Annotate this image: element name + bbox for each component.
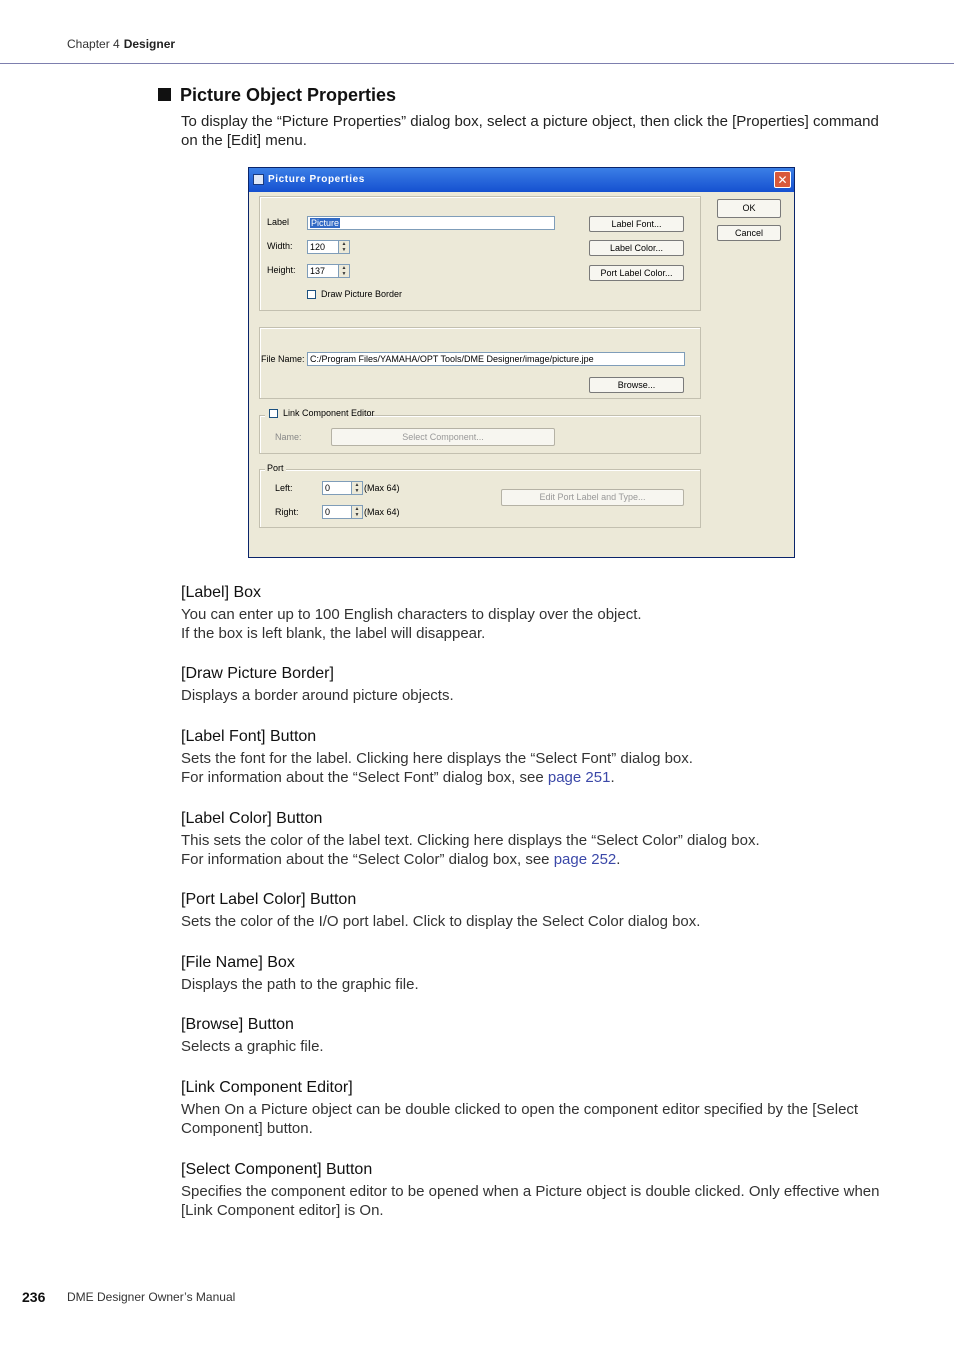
width-caption: Width: [267, 241, 293, 251]
label-input[interactable] [307, 216, 555, 230]
label-caption: Label [267, 217, 290, 227]
item-title: [Link Component Editor] [181, 1079, 353, 1096]
item-label-box [181, 583, 881, 643]
file-name-input[interactable]: C:/Program Files/YAMAHA/OPT Tools/DME Designer/image/picture.jpe [307, 352, 685, 366]
width-input[interactable]: 120 [307, 240, 339, 254]
square-bullet-icon [158, 88, 171, 101]
item-line: Sets the font for the label. Clicking here displays the “Select Font” dialog box. [181, 750, 693, 767]
spin-up-icon: ▲ [341, 241, 347, 247]
item-title: [Browse] Button [181, 1016, 294, 1033]
item-text: Displays the path to the graphic file. [181, 976, 419, 993]
page-number: 236 [22, 1289, 46, 1305]
item-link-component-editor [181, 1078, 881, 1138]
right-caption: Right: [275, 507, 299, 517]
item-line: For information about the “Select Font” dialog box, see [181, 769, 548, 786]
label-color-button[interactable]: Label Color... [589, 240, 684, 256]
item-port-label-color-button [181, 890, 881, 931]
item-title: [Draw Picture Border] [181, 665, 334, 682]
item-text [181, 749, 881, 787]
height-caption: Height: [267, 265, 296, 275]
footer-manual-title: DME Designer Owner’s Manual [67, 1290, 236, 1304]
file-name-caption: File Name: [261, 354, 305, 364]
chapter-label: Chapter 4 [67, 37, 120, 51]
draw-border-checkbox[interactable] [307, 290, 316, 299]
item-label-color-button [181, 809, 881, 869]
section-heading [158, 85, 396, 106]
edit-port-label-button[interactable]: Edit Port Label and Type... [501, 489, 684, 506]
left-caption: Left: [275, 483, 293, 493]
select-component-button[interactable]: Select Component... [331, 428, 555, 446]
label-font-button[interactable]: Label Font... [589, 216, 684, 232]
item-text: Displays a border around picture objects. [181, 687, 454, 704]
left-port-spinner[interactable] [352, 481, 363, 495]
label-input-value: Picture [311, 218, 340, 228]
item-title: [File Name] Box [181, 954, 295, 971]
browse-button[interactable]: Browse... [589, 377, 684, 393]
item-draw-picture-border [181, 664, 881, 705]
item-text: Sets the color of the I/O port label. Click to display the Select Color dialog box. [181, 913, 701, 930]
right-port-spinner[interactable] [352, 505, 363, 519]
item-text: When On a Picture object can be double clicked to open the component editor specified by the [Select Component] button. [181, 1101, 859, 1137]
ok-button[interactable]: OK [717, 199, 781, 218]
chapter-section: Designer [123, 37, 176, 51]
height-spinner[interactable] [339, 264, 350, 278]
item-line: If the box is left blank, the label will disappear. [181, 625, 486, 642]
page-251-link[interactable]: page 251 [547, 769, 611, 786]
dialog-titlebar[interactable] [249, 168, 794, 192]
item-label-font-button [181, 727, 881, 787]
item-text: Specifies the component editor to be opened when a Picture object is double clicked. Only effective when [Link Component editor] is On. [181, 1183, 880, 1219]
spin-up-icon: ▲ [341, 265, 347, 271]
running-header [67, 37, 175, 51]
cancel-button[interactable]: Cancel [717, 225, 781, 241]
app-window-icon [253, 174, 264, 185]
link-component-label: Link Component Editor [283, 408, 375, 418]
port-label-color-button[interactable]: Port Label Color... [589, 265, 684, 281]
spin-down-icon: ▼ [341, 271, 347, 277]
item-line: You can enter up to 100 English characters to display over the object. [181, 606, 642, 623]
section-title: Picture Object Properties [180, 85, 397, 105]
item-title: [Label Font] Button [181, 728, 317, 745]
item-title: [Port Label Color] Button [181, 891, 357, 908]
item-text: Selects a graphic file. [181, 1038, 324, 1055]
link-component-checkbox[interactable] [269, 409, 278, 418]
item-title: [Label] Box [181, 584, 262, 601]
intro-paragraph: To display the “Picture Properties” dialog box, select a picture object, then click the [Properties] command on the [Edit] menu. [181, 113, 879, 149]
spin-down-icon: ▼ [354, 512, 360, 518]
item-file-name-box [181, 953, 881, 994]
picture-properties-dialog [248, 167, 795, 558]
header-rule [0, 63, 954, 64]
link-component-legend [265, 407, 375, 421]
left-max-label: (Max 64) [364, 483, 400, 493]
item-line: For information about the “Select Color” dialog box, see [181, 851, 554, 868]
item-text [181, 605, 881, 643]
item-select-component-button [181, 1160, 881, 1220]
left-port-input[interactable]: 0 [322, 481, 352, 495]
spin-down-icon: ▼ [341, 247, 347, 253]
spin-up-icon: ▲ [354, 482, 360, 488]
right-max-label: (Max 64) [364, 507, 400, 517]
spin-up-icon: ▲ [354, 506, 360, 512]
dialog-title: Picture Properties [268, 174, 365, 185]
page-252-link[interactable]: page 252 [553, 851, 617, 868]
spin-down-icon: ▼ [354, 488, 360, 494]
item-line-end: . [616, 851, 621, 868]
port-group-label: Port [267, 463, 284, 473]
height-input[interactable]: 137 [307, 264, 339, 278]
draw-border-label: Draw Picture Border [321, 289, 403, 299]
item-title: [Label Color] Button [181, 810, 323, 827]
item-title: [Select Component] Button [181, 1161, 373, 1178]
item-line: This sets the color of the label text. Clicking here displays the “Select Color” dialog box. [181, 832, 760, 849]
item-line-end: . [610, 769, 615, 786]
item-browse-button [181, 1015, 881, 1056]
close-icon[interactable]: ✕ [774, 171, 791, 188]
name-caption: Name: [275, 432, 302, 442]
width-spinner[interactable] [339, 240, 350, 254]
right-port-input[interactable]: 0 [322, 505, 352, 519]
item-text [181, 831, 881, 869]
